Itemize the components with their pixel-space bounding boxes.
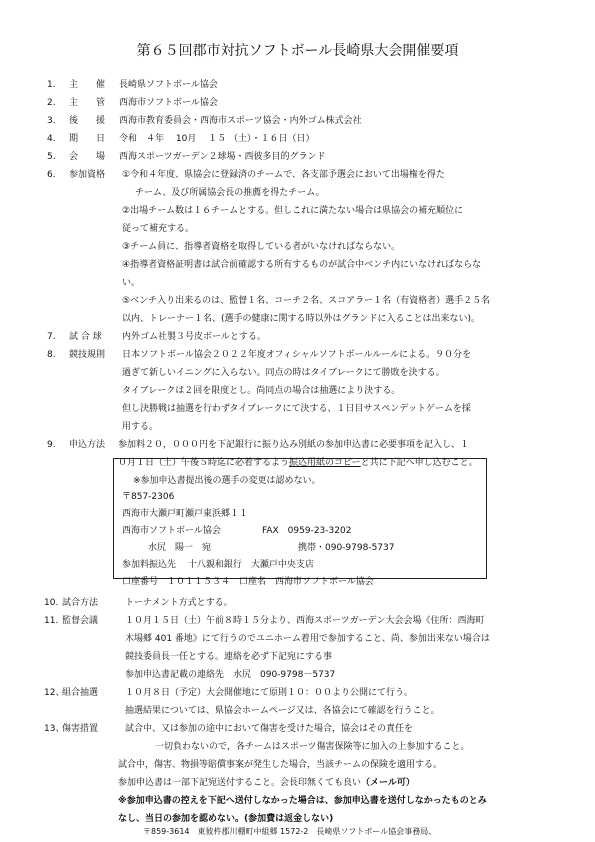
section-11-number: 11. xyxy=(44,616,59,626)
box-address: 西海市大瀬戸町瀬戸東浜郷１１ xyxy=(122,509,249,519)
section-2-text: 西海市ソフトボール協会 xyxy=(119,98,218,108)
section-8-label: 競技規則 xyxy=(69,350,106,360)
section-5-number: 5. xyxy=(47,152,56,162)
section-11-line: 木場郷 401 番地》にて行うのでユニホーム着用で参加すること、尚、参加出来ない場合は xyxy=(125,634,490,644)
box-postal: 〒857-2306 xyxy=(122,492,175,502)
section-12-number: 12、 xyxy=(44,688,65,698)
box-fax: FAX 0959-23-3202 xyxy=(262,526,352,536)
section-13-label: 傷害措置 xyxy=(62,724,99,734)
section-6-line: ③チーム員に、指導者資格を取得している者がいなければならない。 xyxy=(122,242,401,252)
section-13-line: 試合中、又は参加の途中において傷害を受けた場合，協会はその責任を xyxy=(125,724,414,734)
section-2-label: 主 管 xyxy=(69,98,106,108)
notice-line: ※参加申込書の控えを下記へ送付しなかった場合は、参加申込書を送付しなかったものとみ xyxy=(118,796,487,806)
section-9-note: ※参加申込書提出後の選手の変更は認めない。 xyxy=(133,476,321,486)
section-1-number: 1. xyxy=(47,80,56,90)
section-8-line: 用する。 xyxy=(122,422,159,432)
section-3-number: 3. xyxy=(47,116,56,126)
section-2-number: 2. xyxy=(47,98,56,108)
section-5-label: 会 場 xyxy=(69,152,106,162)
box-person: 水尻 陽一 宛 xyxy=(148,543,212,553)
section-9-apply: と共に下記へ申し込むこと。 xyxy=(360,458,478,468)
section-6-line: ⑤ベンチ入り出来るのは、監督１名、コーチ２名、スコアラー１名（有資格者）選手２５名 xyxy=(122,296,491,306)
section-7-text: 内外ゴム社製３号皮ボールとする。 xyxy=(122,332,266,342)
section-6-number: 6. xyxy=(47,170,56,180)
section-13-line: 一切負わないので，各チームはスポーツ傷害保険等に加入の上参加すること。 xyxy=(155,742,470,752)
section-13-mail-ok: （メール可） xyxy=(361,778,415,788)
section-9-deadline: ０月１日（土）午後５時迄に必着するよう xyxy=(118,458,290,468)
section-4-text: 令和 ４年 10月 １５ （土）・１６日（日） xyxy=(119,134,315,144)
section-8-line: 過ぎて新しいイニングに入らない。同点の時はタイブレークにて勝敗を決する。 xyxy=(122,368,445,378)
section-11-line: 参加申込書記載の連絡先 水尻 090-9798－5737 xyxy=(125,670,336,680)
section-6-line: ①令和４年度、県協会に登録済のチームで、各支部予選会において出場権を得た xyxy=(122,170,445,180)
transfer-slip-copy: 振込用紙のコピー xyxy=(289,458,361,468)
box-mobile: 携帯・090-9798-5737 xyxy=(298,543,395,553)
section-6-line: 従って補充する。 xyxy=(122,224,195,234)
section-6-label: 参加資格 xyxy=(69,170,106,180)
section-8-line: タイブレークは２回を限度とし。尚同点の場合は抽選により決する。 xyxy=(122,386,401,396)
section-3-label: 後 援 xyxy=(69,116,106,126)
section-6-line: チーム、及び所属協会長の推薦を得たチーム。 xyxy=(135,188,325,198)
footer-address: 〒859-3614 東彼杵郡川棚町中組郷 1572-2 長崎県ソフトボール協会事務局、 xyxy=(143,827,437,836)
section-6-line: ②出場チーム数は１６チームとする。但しこれに満たない場合は県協会の補充順位に xyxy=(122,206,464,216)
section-9-line xyxy=(118,459,478,468)
section-9-line: 参加料２０，０００円を下記銀行に振り込み別紙の参加申込書に必要事項を記入し、１ xyxy=(118,440,470,450)
section-7-number: 7. xyxy=(47,332,56,342)
section-13-line: 試合中，傷害、物損等賠償事案が発生した場合，当該チームの保険を適用する。 xyxy=(118,760,443,770)
section-10-text: トーナメント方式とする。 xyxy=(125,598,233,608)
section-12-label: 組合抽選 xyxy=(62,688,99,698)
box-org: 西海市ソフトボール協会 xyxy=(122,526,221,536)
section-11-label: 監督会議 xyxy=(62,616,99,626)
section-13-number: 13、 xyxy=(44,724,65,734)
section-9-label: 申込方法 xyxy=(69,440,106,450)
section-13-line xyxy=(118,779,415,788)
section-11-line: 抽選結果については、県協会ホームページ又は、各協会にて確認を行うこと。 xyxy=(125,706,440,716)
section-8-line: 日本ソフトボール協会２０２２年度オフィシャルソフトボールルールによる。９０分を xyxy=(122,350,472,360)
section-4-number: 4. xyxy=(47,134,56,144)
section-1-label: 主 催 xyxy=(69,80,106,90)
section-5-text: 西海スポーツガーデン２球場・西彼多目的グランド xyxy=(119,152,326,162)
notice-line: なし、当日の参加を認めない。(参加費は返金しない) xyxy=(118,814,334,824)
section-11-line: １０月１５日（土）午前８時１５分より、西海スポーツガーデン大会会場《住所：西海町 xyxy=(125,616,485,626)
section-4-label: 期 日 xyxy=(69,134,106,144)
page-title: 第６５回郡市対抗ソフトボール長崎県大会開催要項 xyxy=(136,43,459,59)
section-12-text: １０月８日（予定）大会開催地にて原則１０：００より公開にて行う。 xyxy=(125,688,414,698)
section-6-line: い。 xyxy=(122,278,141,288)
section-7-label: 試 合 球 xyxy=(69,332,102,342)
box-bank: 参加料振込先 十八親和銀行 大瀬戸中央支店 xyxy=(122,560,314,570)
box-account: 口座番号 １０１１５３４ 口座名 西海市ソフトボール協会 xyxy=(122,577,374,587)
section-13-submit: 参加申込書は一部下記宛送付すること。会長印無くても良い xyxy=(118,778,362,788)
section-9-number: 9. xyxy=(47,440,56,450)
section-10-label: 試合方法 xyxy=(62,598,99,608)
section-11-line: 競技委員長一任とする。連絡を必ず下記宛にする事 xyxy=(125,652,333,662)
section-10-number: 10. xyxy=(44,598,59,608)
section-3-text: 西海市教育委員会・西海市スポーツ協会・内外ゴム株式会社 xyxy=(119,116,362,126)
section-8-line: 但し決勝戦は抽選を行わずタイブレークにて決する、１日目サスペンデットゲームを採 xyxy=(122,404,471,414)
section-8-number: 8. xyxy=(47,350,56,360)
section-1-text: 長崎県ソフトボール協会 xyxy=(119,80,218,90)
section-6-line: ④指導者資格証明書は試合前確認する所有するものが試合中ベンチ内にいなければならな xyxy=(122,260,482,270)
section-6-line: 以内、トレーナー１名、(選手の健康に関する時以外はグランドに入ることは出来ない)。 xyxy=(122,314,481,324)
